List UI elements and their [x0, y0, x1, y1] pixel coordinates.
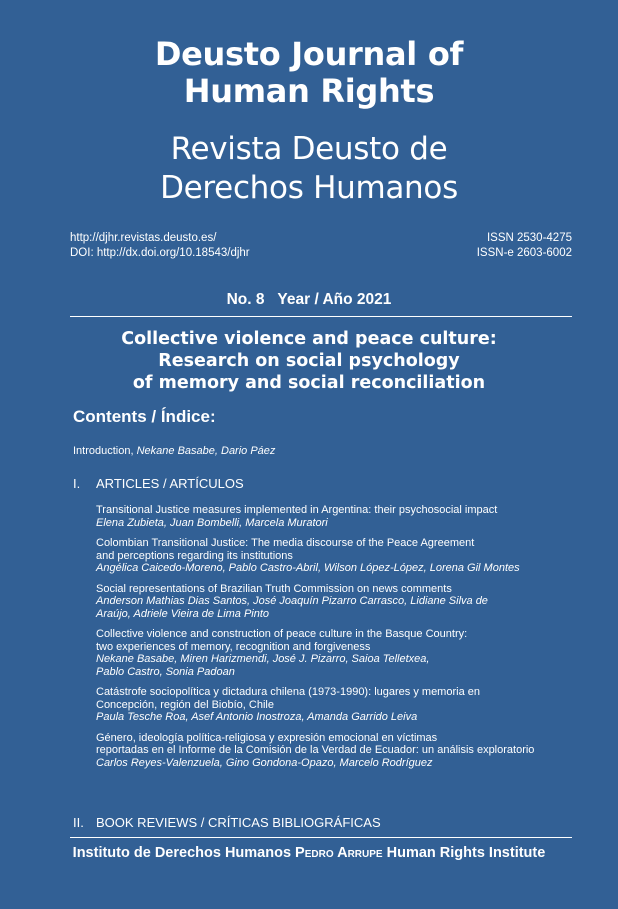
- theme-line-3: of memory and social reconciliation: [132, 373, 486, 393]
- article-entry[interactable]: [96, 583, 576, 621]
- theme-line-2: Research on social psychology: [158, 351, 460, 371]
- journal-title-spanish: [0, 130, 618, 208]
- title-en-line-1: Deusto Journal of: [154, 35, 464, 73]
- journal-doi[interactable]: DOI: http://dx.doi.org/10.18543/djhr: [70, 247, 250, 259]
- article-authors-line: Pablo Castro, Sonia Padoan: [96, 665, 235, 678]
- article-entry[interactable]: [96, 504, 576, 529]
- introduction-entry[interactable]: [73, 445, 275, 457]
- intro-label: Introduction,: [73, 445, 134, 457]
- article-entry[interactable]: [96, 686, 576, 724]
- article-title-line: Collective violence and construction of peace culture in the Basque Country:: [96, 628, 468, 640]
- article-title-line: Concepción, región del Biobío, Chile: [96, 698, 274, 711]
- journal-url[interactable]: http://djhr.revistas.deusto.es/: [70, 232, 217, 244]
- intro-authors: Nekane Basabe, Dario Páez: [136, 445, 276, 457]
- footer-institute-en: Human Rights Institute: [386, 845, 546, 861]
- article-authors-line: Paula Tesche Roa, Asef Antonio Inostroza, Amanda Garrido Leiva: [96, 711, 418, 723]
- article-title-line: Colombian Transitional Justice: The media discourse of the Peace Agreement: [96, 537, 475, 549]
- article-authors-line: Angélica Caicedo-Moreno, Pablo Castro-Abril, Wilson López-López, Lorena Gil Montes: [96, 562, 520, 574]
- article-title-line: Transitional Justice measures implemented in Argentina: their psychosocial impact: [96, 504, 498, 516]
- article-authors-line: Carlos Reyes-Valenzuela, Gino Gondona-Opazo, Marcelo Rodríguez: [96, 756, 433, 769]
- section-reviews-heading[interactable]: [73, 815, 381, 830]
- article-title-line: reportadas en el Informe de la Comisión de la Verdad de Ecuador: un análisis exploratorio: [96, 744, 535, 756]
- journal-issn: [477, 231, 572, 261]
- issue-number: No. 8: [226, 291, 265, 308]
- issue-year: Year / Año 2021: [277, 291, 392, 308]
- article-entry[interactable]: [96, 537, 576, 575]
- contents-heading: Contents / Índice:: [73, 407, 216, 426]
- section-articles-heading: [73, 476, 244, 491]
- article-authors-line: Araújo, Adriele Vieira de Lima Pinto: [96, 607, 270, 620]
- article-title-line: Género, ideología política-religiosa y expresión emocional en víctimas: [96, 731, 438, 744]
- divider-top: [70, 316, 572, 317]
- footer-pedro-arrupe: Pedro Arrupe: [295, 845, 383, 861]
- divider-bottom: [70, 837, 572, 838]
- section-label: ARTICLES / ARTÍCULOS: [96, 476, 244, 491]
- article-title-line: Social representations of Brazilian Truth Commission on news comments: [96, 582, 452, 595]
- title-es-line-2: Derechos Humanos: [160, 170, 458, 206]
- issue-info: [0, 291, 618, 309]
- journal-links: [70, 231, 250, 261]
- title-en-line-2: Human Rights: [183, 72, 435, 110]
- article-title-line: Catástrofe sociopolítica y dictadura chilena (1973-1990): lugares y memoria en: [96, 686, 480, 698]
- issn-electronic: ISSN-e 2603-6002: [476, 247, 572, 259]
- issue-theme: [0, 328, 618, 394]
- title-es-line-1: Revista Deusto de: [170, 131, 448, 167]
- journal-title-english: [0, 36, 618, 110]
- section-number: I.: [73, 476, 81, 491]
- publisher-footer: [0, 845, 618, 861]
- section-label: BOOK REVIEWS / CRÍTICAS BIBLIOGRÁFICAS: [96, 815, 381, 830]
- theme-line-1: Collective violence and peace culture:: [121, 329, 497, 349]
- article-entry[interactable]: [96, 628, 576, 678]
- footer-institute-es: Instituto de Derechos Humanos: [72, 845, 292, 861]
- article-list: [96, 504, 576, 777]
- section-number: II.: [73, 815, 84, 830]
- issn-print: ISSN 2530-4275: [486, 232, 572, 244]
- article-authors-line: Elena Zubieta, Juan Bombelli, Marcela Muratori: [96, 516, 328, 529]
- article-authors-line: Nekane Basabe, Miren Harizmendi, José J. Pizarro, Saioa Telletxea,: [96, 653, 430, 665]
- article-authors-line: Anderson Mathias Dias Santos, José Joaquín Pizarro Carrasco, Lidiane Silva de: [96, 595, 488, 607]
- article-title-line: and perceptions regarding its institutions: [96, 549, 293, 562]
- article-title-line: two experiences of memory, recognition and forgiveness: [96, 640, 371, 653]
- article-entry[interactable]: [96, 732, 576, 770]
